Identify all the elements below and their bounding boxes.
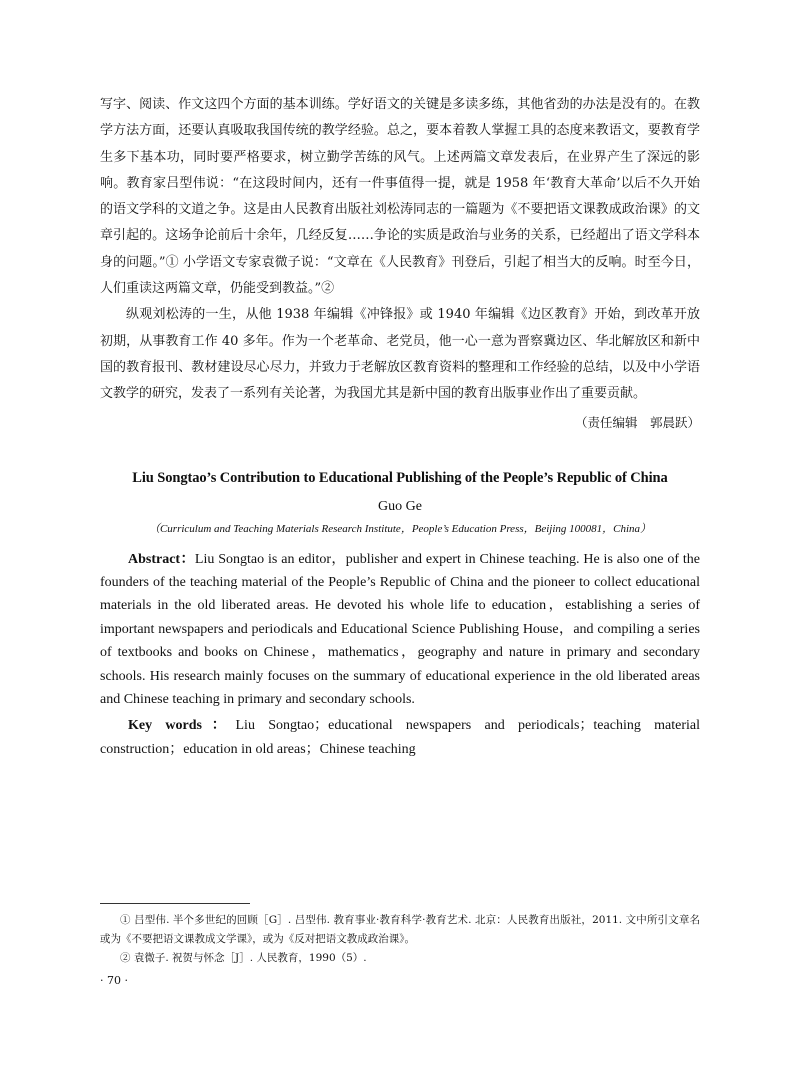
page-number: · 70 · xyxy=(100,974,128,987)
english-keywords xyxy=(100,714,700,761)
body-paragraph-1: 写字、阅读、作文这四个方面的基本训练。学好语文的关键是多读多练，其他省劲的办法是没有的。在教学方法方面，还要认真吸取我国传统的教学经验。总之，要本着教人掌握工具的态度来教语文，要教育学生多下基本功，同时要严格要求，树立勤学苦练的风气。上述两篇文章发表后，在业界产生了深远的影响。教育家吕型伟说：“在这段时间内，还有一件事值得一提，就是 1958 年‘教育大革命’以后不久开始的语文学科的文道之争。这是由人民教育出版社刘松涛同志的一篇题为《不要把语文课教成政治课》的文章引起的。这场争论前后十余年，几经反复……争论的实质是政治与业务的关系，已经超出了语文学科本身的问题。”① 小学语文专家袁微子说：“文章在《人民教育》刊登后，引起了相当大的反响。时至今日，人们重读这两篇文章，仍能受到教益。”② xyxy=(100,97,700,297)
english-affiliation: （Curriculum and Teaching Materials Research Institute，People’s Education Press，Beijing 100081，China） xyxy=(148,522,652,535)
footnote-2: ② 袁微子. 祝贺与怀念［J］. 人民教育，1990（5）. xyxy=(120,952,367,964)
footnote-1: ① 吕型伟. 半个多世纪的回顾［G］. 吕型伟. 教育事业·教育科学·教育艺术. 北京：人民教育出版社，2011. 文中所引文章名或为《不要把语文课教成文学课》，或为《反对把语文教成政治课》。 xyxy=(100,914,700,945)
abstract-label: Abstract： xyxy=(128,551,195,567)
footnote-divider xyxy=(100,903,250,904)
body-paragraph-2: 纵观刘松涛的一生，从他 1938 年编辑《冲锋报》或 1940 年编辑《边区教育》开始，到改革开放初期，从事教育工作 40 多年。作为一个老革命、老党员，他一心一意为晋察冀边区、华北解放区和新中国的教育报刊、教材建设尽心尽力，并致力于老解放区教育资料的整理和工作经验的总结，以及中小学语文教学的研究，发表了一系列有关论著，为我国尤其是新中国的教育出版事业作出了重要贡献。 xyxy=(100,307,700,402)
english-author: Guo Ge xyxy=(378,498,422,514)
responsible-editor: （责任编辑 郭晨跃） xyxy=(574,414,700,430)
english-abstract xyxy=(100,548,700,712)
footnotes xyxy=(100,911,700,968)
keywords-text: Liu Songtao；educational newspapers and periodicals；teaching material construction；education in old areas；Chinese teaching xyxy=(100,718,700,757)
english-title: Liu Songtao’s Contribution to Educational Publishing of the People’s Republic of China xyxy=(132,469,668,486)
article-body xyxy=(100,92,700,761)
keywords-label: Key words： xyxy=(128,718,236,734)
abstract-text: Liu Songtao is an editor，publisher and expert in Chinese teaching. He is also one of the founders of the teaching material of the People’s Republic of China and the pioneer to collect educational materials in the old liberated areas. He devoted his whole life to education，establishing a series of important newspapers and periodicals and Educational Science Publishing House，and compiling a series of textbooks and books on Chinese，mathematics，geography and nature in primary and secondary schools. His research mainly focuses on the summary of educational experience in the old liberated areas and Chinese teaching in primary and secondary schools. xyxy=(100,551,700,707)
